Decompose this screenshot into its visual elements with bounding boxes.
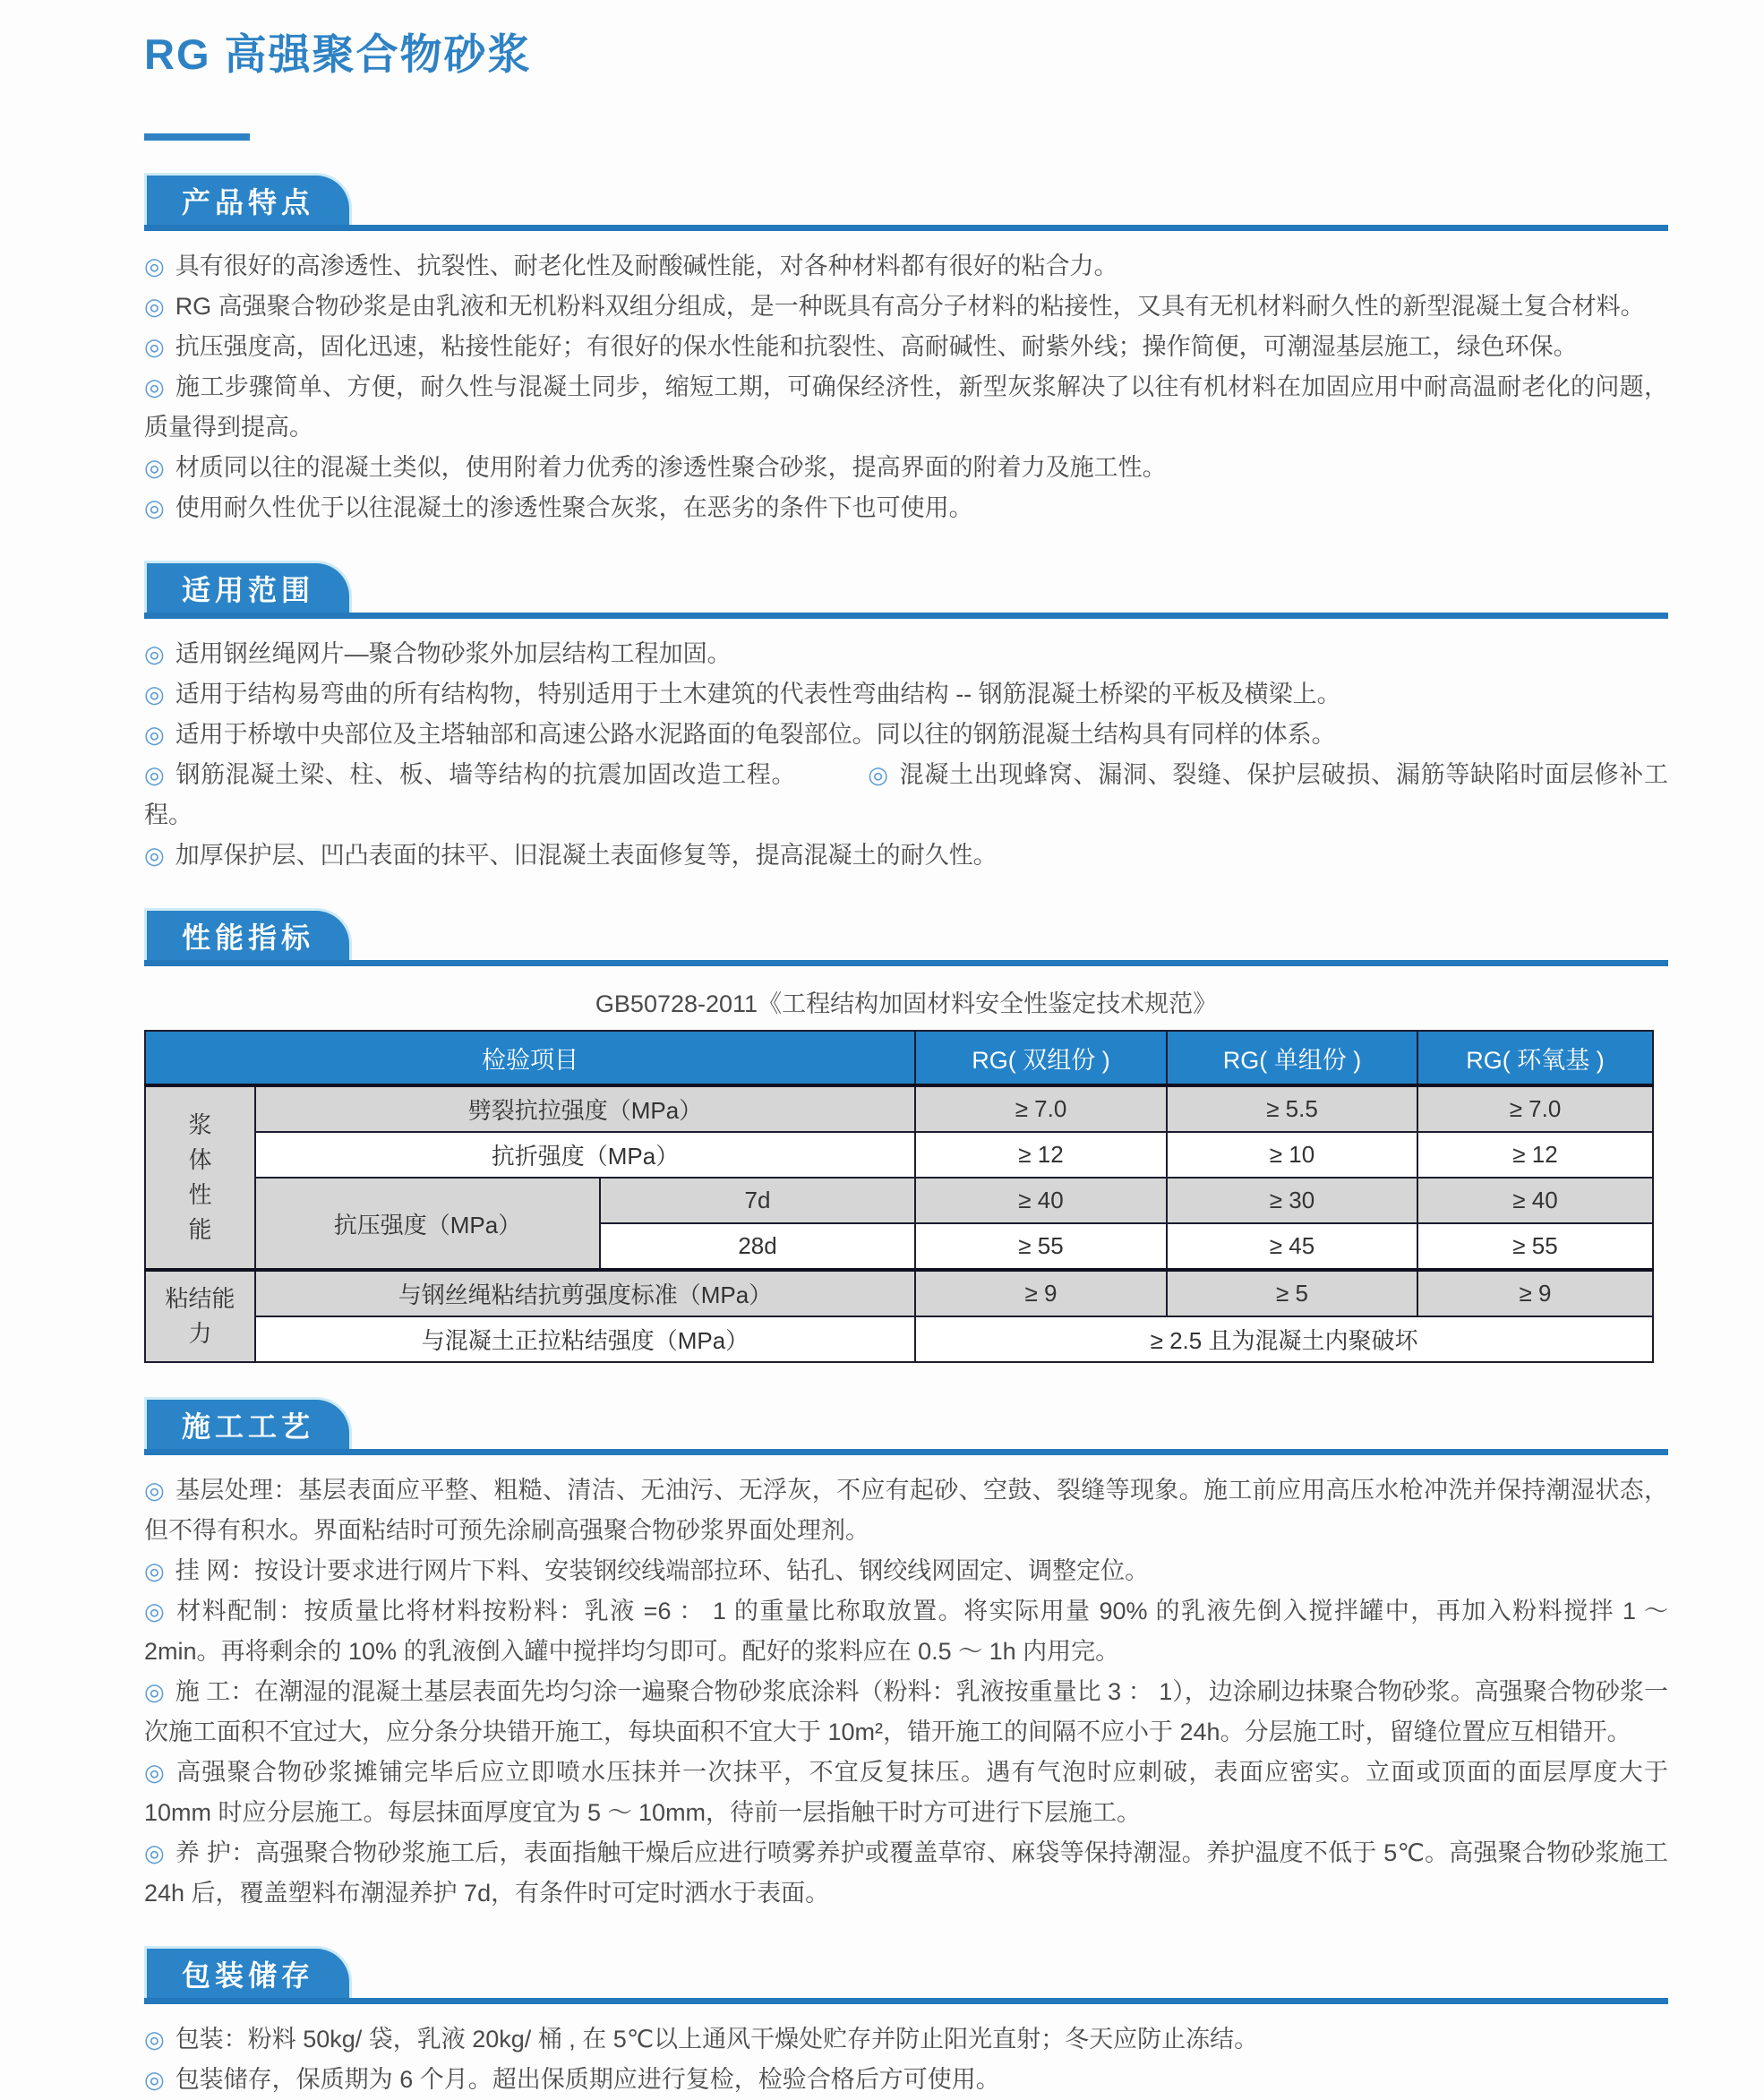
list-item <box>144 1591 1668 1672</box>
section-label-scope: 适用范围 <box>181 573 314 606</box>
bullseye-icon: ◎ <box>144 1598 167 1624</box>
bullseye-icon: ◎ <box>144 1678 165 1705</box>
section-head-features <box>144 173 1668 231</box>
bullet-text: 具有很好的高渗透性、抗裂性、耐老化性及耐酸碱性能，对各种材料都有很好的粘合力。 <box>175 253 1118 279</box>
page-title: RG 高强聚合物砂浆 <box>144 30 532 78</box>
bullet-text: 包装：粉料 50kg/ 袋，乳液 20kg/ 桶 , 在 5℃以上通风干燥处贮存并防止阳光直射；冬天应防止冻结。 <box>175 2026 1259 2053</box>
bullseye-icon: ◎ <box>144 494 165 521</box>
bullet-text: 材料配制：按质量比将材料按粉料：乳液 =6 ： 1 的重量比称取放置。将实际用量 90% 的乳液先倒入搅拌罐中，再加入粉料搅拌 1 ～ 2min。再将剩余的 10% 的乳液倒入罐中搅拌均匀即可。配好的浆料应在 0.5 ～ 1h 内用完。 <box>144 1598 1669 1665</box>
list-item <box>144 448 1668 488</box>
list-item <box>144 2019 1668 2060</box>
bullseye-icon: ◎ <box>144 761 166 788</box>
list-item-double <box>144 755 1668 836</box>
title-underline <box>144 133 250 141</box>
bullseye-icon: ◎ <box>144 2026 165 2053</box>
bullseye-icon: ◎ <box>144 721 165 748</box>
bullseye-icon: ◎ <box>144 1557 165 1584</box>
storage-list <box>144 2019 1668 2100</box>
list-item <box>144 488 1668 528</box>
section-label-performance: 性能指标 <box>181 921 314 954</box>
bullet-text: 材质同以往的混凝土类似，使用附着力优秀的渗透性聚合砂浆，提高界面的附着力及施工性。 <box>175 454 1167 481</box>
scope-list <box>144 634 1668 876</box>
page-content <box>144 0 1668 2100</box>
list-item <box>144 674 1668 715</box>
bullet-text: 包装储存，保质期为 6 个月。超出保质期应进行复检，检验合格后方可使用。 <box>175 2066 1000 2093</box>
bullet-text: 施工步骤简单、方便，耐久性与混凝土同步，缩短工期，可确保经济性，新型灰浆解决了以往有机材料在加固应用中耐高温耐老化的问题，质量得到提高。 <box>144 373 1669 441</box>
list-item <box>144 367 1668 448</box>
bullet-text: 加厚保护层、凹凸表面的抹平、旧混凝土表面修复等，提高混凝土的耐久性。 <box>175 842 998 869</box>
process-list <box>144 1470 1668 1914</box>
table-cell-item: 抗折强度（MPa） <box>255 1132 915 1178</box>
list-item <box>144 1833 1668 1914</box>
section-head-performance <box>144 908 1668 966</box>
table-row <box>145 1178 1653 1223</box>
table-cell-value: ≥ 9 <box>915 1270 1167 1316</box>
bullseye-icon: ◎ <box>144 842 165 869</box>
section-badge-storage <box>144 1946 352 1998</box>
table-row <box>145 1085 1653 1132</box>
table-cell-span-value: ≥ 2.5 且为混凝土内聚破坏 <box>915 1316 1653 1362</box>
section-badge-features <box>144 173 352 225</box>
section-label-storage: 包装储存 <box>181 1959 314 1992</box>
section-label-process: 施工工艺 <box>181 1410 314 1443</box>
list-item <box>144 715 1668 755</box>
bullet-text: 钢筋混凝土梁、柱、板、墙等结构的抗震加固改造工程。 <box>176 761 797 788</box>
table-header-row <box>145 1031 1653 1085</box>
row-group-label: 浆体性能 <box>145 1085 255 1270</box>
features-list <box>144 246 1668 528</box>
table-row <box>145 1132 1653 1178</box>
table-cell-value: ≥ 5.5 <box>1167 1085 1417 1132</box>
table-cell-item: 抗压强度（MPa） <box>255 1178 600 1270</box>
table-row <box>145 1270 1653 1316</box>
table-cell-value: ≥ 55 <box>1417 1223 1653 1270</box>
bullseye-icon: ◎ <box>144 2066 165 2093</box>
table-header-item: 检验项目 <box>145 1031 915 1085</box>
bullet-text: 养 护：高强聚合物砂浆施工后，表面指触干燥后应进行喷雾养护或覆盖草帘、麻袋等保持潮湿。养护温度不低于 5℃。高强聚合物砂浆施工 24h 后，覆盖塑料布潮湿养护 7d，有条件时可定时洒水于表面。 <box>144 1839 1669 1907</box>
bullseye-icon: ◎ <box>144 640 165 667</box>
list-item <box>144 2060 1668 2100</box>
bullet-text: 高强聚合物砂浆摊铺完毕后应立即喷水压抹并一次抹平，不宜反复抹压。遇有气泡时应刺破，表面应密实。立面或顶面的面层厚度大于 10mm 时应分层施工。每层抹面厚度宜为 5 ～ 10mm，待前一层指触干时方可进行下层施工。 <box>144 1759 1669 1826</box>
bullseye-icon: ◎ <box>144 293 165 320</box>
table-cell-value: ≥ 7.0 <box>1417 1085 1653 1132</box>
performance-table <box>144 1030 1654 1363</box>
bullet-text: 施 工：在潮湿的混凝土基层表面先均匀涂一遍聚合物砂浆底涂料（粉料：乳液按重量比 3 ： 1），边涂刷边抹聚合物砂浆。高强聚合物砂浆一次施工面积不宜过大，应分条分块错开施工，每块面积不宜大于 10m²，错开施工的间隔不应小于 24h。分层施工时，留缝位置应互相错开。 <box>144 1678 1668 1745</box>
bullseye-icon: ◎ <box>144 373 166 400</box>
section-badge-performance <box>144 908 352 960</box>
table-cell-value: ≥ 10 <box>1167 1132 1417 1178</box>
table-cell-sub: 7d <box>600 1178 915 1223</box>
list-item <box>144 634 1668 674</box>
table-cell-value: ≥ 40 <box>1417 1178 1653 1223</box>
bullseye-icon: ◎ <box>144 253 165 279</box>
table-cell-value: ≥ 12 <box>915 1132 1167 1178</box>
row-group-label: 粘结能力 <box>145 1270 255 1362</box>
bullseye-icon: ◎ <box>868 761 889 788</box>
table-caption: GB50728-2011《工程结构加固材料安全性鉴定技术规范》 <box>595 990 1218 1017</box>
bullet-text: 混凝土出现蜂窝、漏洞、裂缝、保护层破损、漏筋等缺陷时面层修补工程。 <box>144 761 1669 828</box>
bullet-text: 适用钢丝绳网片—聚合物砂浆外加层结构工程加固。 <box>175 640 732 667</box>
bullseye-icon: ◎ <box>144 681 165 707</box>
list-item <box>144 246 1668 287</box>
table-cell-value: ≥ 12 <box>1417 1132 1653 1178</box>
table-cell-item: 与钢丝绳粘结抗剪强度标准（MPa） <box>255 1270 915 1316</box>
table-header-rg-epoxy: RG( 环氧基 ) <box>1417 1031 1653 1085</box>
bullet-text: 适用于结构易弯曲的所有结构物，特别适用于土木建筑的代表性弯曲结构 -- 钢筋混凝土桥梁的平板及横梁上。 <box>175 681 1341 707</box>
section-head-storage <box>144 1946 1668 2004</box>
bullet-text: 使用耐久性优于以往混凝土的渗透性聚合灰浆，在恶劣的条件下也可使用。 <box>175 494 973 521</box>
table-cell-value: ≥ 55 <box>915 1223 1167 1270</box>
table-header-rg-double: RG( 双组份 ) <box>915 1031 1167 1085</box>
table-cell-value: ≥ 45 <box>1167 1223 1417 1270</box>
bullseye-icon: ◎ <box>144 454 165 481</box>
table-cell-sub: 28d <box>600 1223 915 1270</box>
bullseye-icon: ◎ <box>144 1477 166 1504</box>
section-badge-process <box>144 1397 352 1449</box>
table-cell-value: ≥ 7.0 <box>915 1085 1167 1132</box>
table-cell-value: ≥ 40 <box>915 1178 1167 1223</box>
list-item <box>144 1753 1668 1833</box>
table-cell-item: 劈裂抗拉强度（MPa） <box>255 1085 915 1132</box>
bullseye-icon: ◎ <box>144 1759 166 1786</box>
list-item <box>144 287 1668 327</box>
bullet-text: 基层处理：基层表面应平整、粗糙、清洁、无油污、无浮灰，不应有起砂、空鼓、裂缝等现象。施工前应用高压水枪冲洗并保持潮湿状态，但不得有积水。界面粘结时可预先涂刷高强聚合物砂浆界面处理剂。 <box>144 1477 1669 1544</box>
section-head-scope <box>144 561 1668 619</box>
bullet-text: 适用于桥墩中央部位及主塔轴部和高速公路水泥路面的龟裂部位。同以往的钢筋混凝土结构具有同样的体系。 <box>175 721 1336 748</box>
list-item <box>144 1470 1668 1551</box>
section-label-features: 产品特点 <box>181 185 314 219</box>
list-item <box>144 1551 1668 1591</box>
table-cell-value: ≥ 5 <box>1167 1270 1417 1316</box>
bullet-text: 抗压强度高，固化迅速，粘接性能好；有很好的保水性能和抗裂性、高耐碱性、耐紫外线；操作简便，可潮湿基层施工，绿色环保。 <box>175 333 1578 360</box>
list-item <box>144 836 1668 876</box>
section-head-process <box>144 1397 1668 1455</box>
table-cell-value: ≥ 30 <box>1167 1178 1417 1223</box>
section-badge-scope <box>144 561 352 613</box>
table-header-rg-single: RG( 单组份 ) <box>1167 1031 1417 1085</box>
bullseye-icon: ◎ <box>144 333 165 360</box>
table-cell-item: 与混凝土正拉粘结强度（MPa） <box>255 1316 915 1362</box>
bullet-text: 挂 网：按设计要求进行网片下料、安装钢绞线端部拉环、钻孔、钢绞线网固定、调整定位。 <box>175 1557 1150 1584</box>
table-cell-value: ≥ 9 <box>1417 1270 1653 1316</box>
list-item <box>144 327 1668 367</box>
table-row <box>145 1316 1653 1362</box>
list-item <box>144 1672 1668 1753</box>
bullet-text: RG 高强聚合物砂浆是由乳液和无机粉料双组分组成，是一种既具有高分子材料的粘接性，又具有无机材料耐久性的新型混凝土复合材料。 <box>175 293 1645 320</box>
bullseye-icon: ◎ <box>144 1839 165 1866</box>
